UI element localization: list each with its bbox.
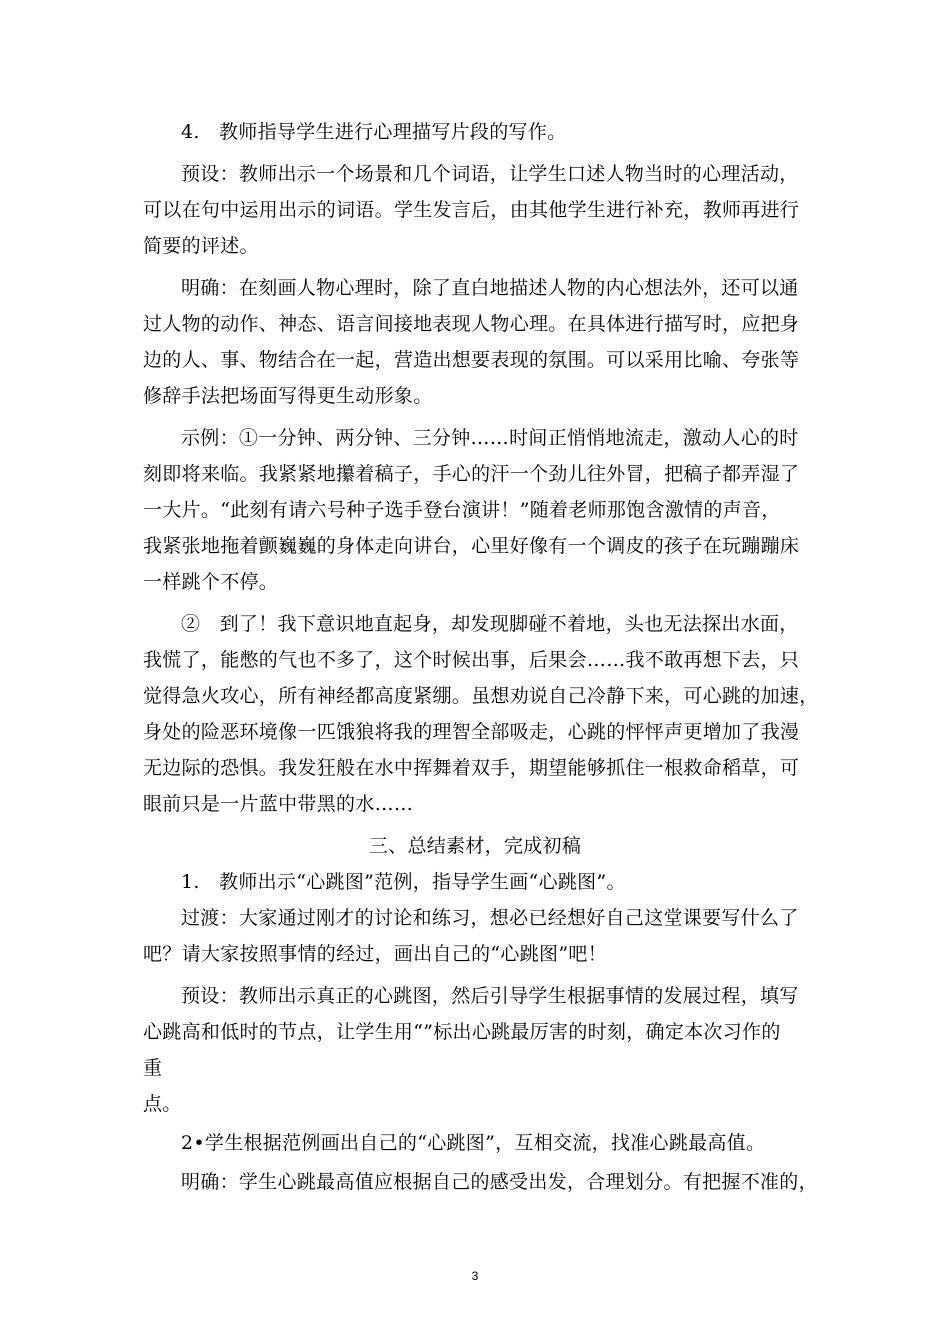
- paragraph-line: 觉得急火攻心，所有神经都高度紧绷。虽想劝说自己冷静下来，可心跳的加速，: [143, 685, 819, 707]
- step-4-heading: 4. 教师指导学生进行心理描写片段的写作。: [181, 121, 567, 143]
- paragraph-line: 过渡：大家通过刚才的讨论和练习，想必已经想好自己这堂课要写什么了: [181, 907, 799, 929]
- paragraph-line: 身处的险恶环境像一匹饿狼将我的理智全部吸走，心跳的怦怦声更增加了我漫: [143, 721, 800, 743]
- paragraph-line: 示例：①一分钟、两分钟、三分钟……时间正悄悄地流走，激动人心的时: [181, 427, 799, 449]
- paragraph-line: 边的人、事、物结合在一起，营造出想要表现的氛围。可以采用比喻、夸张等: [143, 349, 800, 371]
- paragraph-line: 预设：教师出示一个场景和几个词语，让学生口述人物当时的心理活动，: [181, 163, 799, 185]
- paragraph-line: 吧？请大家按照事情的经过，画出自己的“心跳图”吧！: [143, 943, 607, 965]
- step-1-heading: 1. 教师出示“心跳图”范例，指导学生画“心跳图”。: [181, 871, 626, 893]
- paragraph-line: 心跳高和低时的节点，让学生用“”标出心跳最厉害的时刻，确定本次习作的: [143, 1021, 781, 1043]
- paragraph-line: 无边际的恐惧。我发狂般在水中挥舞着双手，期望能够抓住一根救命稻草，可: [143, 757, 800, 779]
- paragraph-line: 预设：教师出示真正的心跳图，然后引导学生根据事情的发展过程，填写: [181, 985, 799, 1007]
- paragraph-line: 一大片。“此刻有请六号种子选手登台演讲！”随着老师那饱含激情的声音，: [143, 499, 781, 521]
- paragraph-line: 简要的评述。: [143, 235, 259, 257]
- paragraph-line: 过人物的动作、神态、语言间接地表现人物心理。在具体进行描写时，应把身: [143, 313, 800, 335]
- paragraph-line: 我慌了，能憋的气也不多了，这个时候出事，后果会……我不敢再想下去，只: [143, 649, 800, 671]
- paragraph-line: 一样跳个不停。: [143, 571, 279, 593]
- paragraph-line: 修辞手法把场面写得更生动形象。: [143, 385, 433, 407]
- page-number: 3: [471, 1269, 479, 1283]
- paragraph-line: 明确：学生心跳最高值应根据自己的感受出发，合理划分。有把握不准的，: [181, 1171, 818, 1193]
- paragraph-line: 点。: [143, 1093, 182, 1115]
- paragraph-line: 可以在句中运用出示的词语。学生发言后，由其他学生进行补充，教师再进行: [143, 199, 800, 221]
- paragraph-line: 刻即将来临。我紧紧地攥着稿子，手心的汗一个劲儿往外冒，把稿子都弄湿了: [143, 463, 800, 485]
- paragraph-line: 我紧张地拖着颤巍巍的身体走向讲台，心里好像有一个调皮的孩子在玩蹦蹦床: [143, 535, 800, 557]
- paragraph-line: 眼前只是一片蓝中带黑的水……: [143, 793, 414, 815]
- paragraph-line: 重: [143, 1057, 163, 1079]
- paragraph-line: 明确：在刻画人物心理时，除了直白地描述人物的内心想法外，还可以通: [181, 277, 799, 299]
- section-heading: 三、总结素材，完成初稿: [368, 835, 582, 857]
- step-2-heading: 2•学生根据范例画出自己的“心跳图”，互相交流，找准心跳最高值。: [181, 1132, 766, 1154]
- paragraph-line: ② 到了！我下意识地直起身，却发现脚碰不着地，头也无法探出水面，: [181, 613, 799, 635]
